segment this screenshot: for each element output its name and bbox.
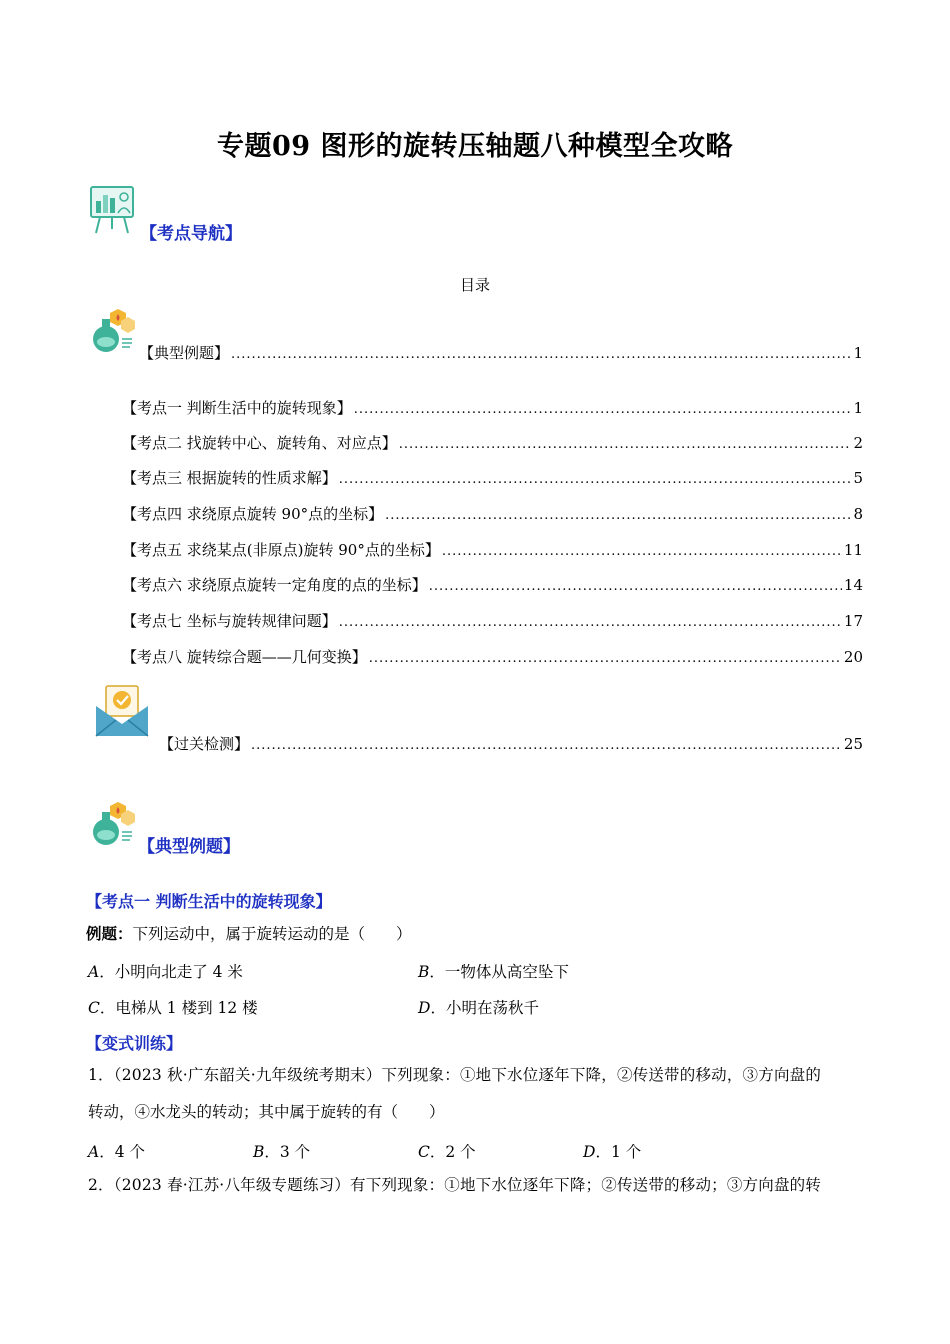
toc-label-text: 【考点一 判断生活中的旋转现象】 <box>122 399 352 417</box>
flask-icon <box>88 800 136 848</box>
toc-label-text: 【考点七 坐标与旋转规律问题】 <box>122 612 337 630</box>
toc-page: 1 <box>853 399 863 417</box>
toc-label-text: 【典型例题】 <box>139 344 230 362</box>
option-letter: D <box>583 1143 596 1161</box>
option-letter: A <box>88 1143 100 1161</box>
toc-label-text: 【考点八 旋转综合题——几何变换】 <box>122 648 367 666</box>
toc-page: 1 <box>853 344 863 362</box>
toc-label-text: 【考点四 求绕原点旋转 90°点的坐标】 <box>122 505 384 523</box>
option-letter: C <box>88 999 100 1017</box>
option-text: ．小明在荡秋千 <box>430 999 539 1017</box>
toc-leader <box>369 651 842 666</box>
toc-leader <box>429 579 842 594</box>
toc-label-text: 【考点六 求绕原点旋转一定角度的点的坐标】 <box>122 576 427 594</box>
option-text: ．1 个 <box>595 1143 642 1161</box>
toc-row-topic-8[interactable] <box>122 646 863 667</box>
q1-line-2: 转动，④水龙头的转动；其中属于旋转的有（ ） <box>88 1103 445 1121</box>
option-text: ．2 个 <box>429 1143 476 1161</box>
example-stem: 下列运动中，属于旋转运动的是（ ） <box>132 925 412 943</box>
topic-1-heading: 【考点一 判断生活中的旋转现象】 <box>86 892 332 911</box>
toc-label-text: 【考点三 根据旋转的性质求解】 <box>122 469 337 487</box>
toc-leader <box>231 347 851 362</box>
variant-heading: 【变式训练】 <box>86 1034 183 1053</box>
option-letter: D <box>418 999 431 1017</box>
toc-leader <box>251 738 842 753</box>
toc-label-text: 【过关检测】 <box>159 735 250 753</box>
option-text: ．4 个 <box>99 1143 145 1161</box>
q2-line-1: 2．（2023 春·江苏·八年级专题练习）有下列现象：①地下水位逐年下降；②传送带的移动；③方向盘的转 <box>88 1176 822 1194</box>
toc-row-topic-2[interactable] <box>122 432 863 453</box>
toc-page: 25 <box>843 735 863 753</box>
toc-leader <box>354 402 852 417</box>
toc-row-check[interactable] <box>159 733 863 754</box>
toc-page: 2 <box>853 434 863 452</box>
option-b[interactable] <box>418 960 569 982</box>
toc-row-topic-3[interactable] <box>122 467 863 488</box>
toc-page: 8 <box>853 505 863 523</box>
q1-line-1: 1．（2023 秋·广东韶关·九年级统考期末）下列现象：①地下水位逐年下降，②传送带的移动，③方向盘的 <box>88 1066 822 1084</box>
nav-heading: 【考点导航】 <box>140 224 242 244</box>
option-d[interactable] <box>418 996 539 1018</box>
toc-row-topic-6[interactable] <box>122 574 863 595</box>
presentation-board-icon <box>88 183 138 235</box>
option-a[interactable] <box>88 960 243 982</box>
option-text: ．3 个 <box>264 1143 311 1161</box>
toc-row-topic-7[interactable] <box>122 610 863 631</box>
flask-icon <box>88 307 136 355</box>
toc-leader <box>442 544 842 559</box>
q1-option-d[interactable] <box>583 1140 641 1162</box>
q1-option-b[interactable] <box>253 1140 310 1162</box>
envelope-check-icon <box>94 684 150 738</box>
toc-leader <box>399 437 852 452</box>
option-letter: B <box>418 963 430 981</box>
toc-leader <box>339 615 842 630</box>
examples-heading: 【典型例题】 <box>138 837 240 857</box>
q1-option-c[interactable] <box>418 1140 476 1162</box>
toc-page: 17 <box>843 612 863 630</box>
option-letter: A <box>88 963 100 981</box>
toc-label-text: 【考点二 找旋转中心、旋转角、对应点】 <box>122 434 397 452</box>
option-text: ．小明向北走了 4 米 <box>99 963 243 981</box>
toc-row-examples[interactable] <box>139 342 863 363</box>
option-letter: B <box>253 1143 265 1161</box>
toc-page: 5 <box>853 469 863 487</box>
q1-option-a[interactable] <box>88 1140 145 1162</box>
toc-leader <box>385 508 851 523</box>
toc-page: 14 <box>843 576 863 594</box>
option-text: ．一物体从高空坠下 <box>429 963 569 981</box>
page-title: 专题09 图形的旋转压轴题八种模型全攻略 <box>217 131 733 162</box>
example-prefix: 例题： <box>86 924 133 943</box>
toc-leader <box>339 472 852 487</box>
toc-label-text: 【考点五 求绕某点(非原点)旋转 90°点的坐标】 <box>122 541 440 559</box>
option-text: ．电梯从 1 楼到 12 楼 <box>99 999 258 1017</box>
option-letter: C <box>418 1143 430 1161</box>
toc-row-topic-4[interactable] <box>122 503 863 524</box>
example-question <box>86 924 412 944</box>
toc-page: 20 <box>843 648 863 666</box>
toc-row-topic-1[interactable] <box>122 397 863 418</box>
option-c[interactable] <box>88 996 258 1018</box>
toc-row-topic-5[interactable] <box>122 539 863 560</box>
toc-label: 目录 <box>459 276 490 294</box>
toc-page: 11 <box>843 541 863 559</box>
